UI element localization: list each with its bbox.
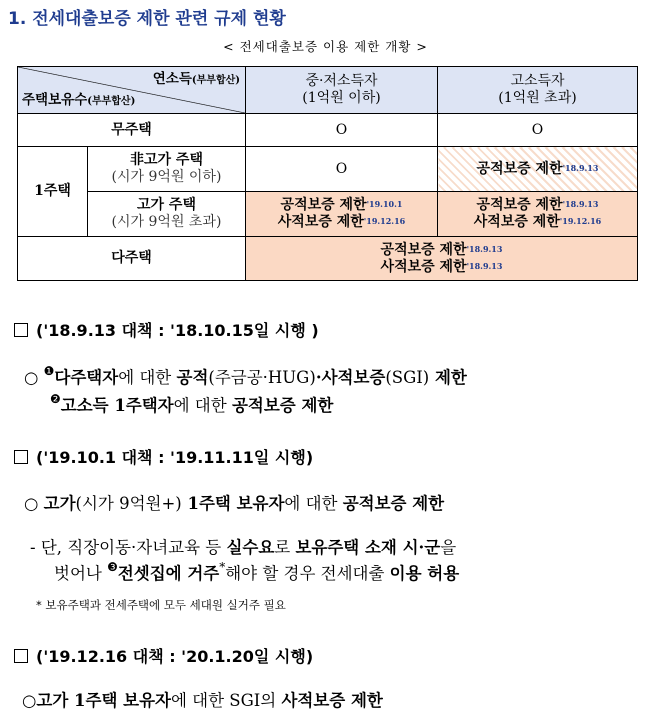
section1-item1-bold3: 사적보증 [321, 368, 386, 387]
row-no-home-high: O [438, 114, 638, 147]
section2-dash2-star: * [219, 560, 226, 574]
dash-bullet-icon: - [30, 538, 41, 557]
checkbox-square-icon [14, 450, 28, 464]
section2-heading-text: ('19.10.1 대책 : '19.11.11일 시행) [36, 448, 314, 467]
row-multi-label: 다주택 [18, 237, 246, 281]
checkbox-square-icon [14, 323, 28, 337]
row-one-home-label: 1주택 [18, 147, 88, 237]
row-multi-public-date: '18.9.13 [466, 243, 503, 254]
section1-item1-mid: 에 대한 [118, 368, 177, 387]
row-multi-public: 공적보증 제한 [380, 241, 467, 258]
section1-item1-mid2: · [315, 368, 322, 387]
row-high-low [246, 192, 438, 237]
header-income-label: 연소득 [152, 71, 192, 87]
header-high-income [438, 67, 638, 114]
section2-dash-d: 보유주택 소재 시·군 [295, 538, 441, 557]
table-caption: < 전세대출보증 이용 제한 개황 > [223, 39, 428, 54]
section1-item2-mid: 에 대한 [173, 396, 232, 415]
row-high-high-private: 사적보증 제한 [473, 214, 560, 230]
section2-dash2-c: 해야 할 경우 전세대출 [225, 564, 390, 583]
section2-dash-line2 [54, 560, 459, 584]
header-low-income-sub: (1억원 이하) [302, 90, 381, 106]
section1-item1-num: ❶ [43, 364, 55, 378]
row-multi-private-date: '18.9.13 [466, 260, 503, 271]
section2-note: * 보유주택과 전세주택에 모두 세대원 실거주 필요 [36, 598, 286, 612]
section3-item-end: 사적보증 제한 [281, 691, 383, 710]
section3-heading-text: ('19.12.16 대책 : '20.1.20일 시행) [36, 647, 314, 666]
section2-heading [14, 445, 313, 468]
circle-bullet-icon: ○ [24, 494, 44, 513]
section2-dash2-b: 전셋집에 거주 [117, 564, 220, 583]
row-nonhigh-low: O [246, 147, 438, 192]
section3-item-bold: 고가 1주택 보유자 [36, 691, 171, 710]
section1-item2-end: 공적보증 제한 [231, 396, 334, 415]
row-no-home-low: O [246, 114, 438, 147]
header-homes-note: (부부합산) [87, 96, 136, 107]
section2-item-end: 공적보증 제한 [342, 494, 445, 513]
section1-heading-text: ('18.9.13 대책 : '18.10.15일 시행 ) [36, 321, 319, 340]
section1-item1-end: 제한 [429, 368, 467, 387]
header-low-income-title: 중·저소득자 [305, 73, 378, 89]
section2-dash2-d: 이용 허용 [389, 564, 460, 583]
section1-item2-bold: 고소득 1주택자 [60, 396, 174, 415]
row-high-high [438, 192, 638, 237]
section2-item-paren: (시가 9억원+) [75, 494, 182, 513]
section2-item-mid: 에 대한 [284, 494, 343, 513]
section1-heading [14, 318, 319, 341]
section2-dash-b: 실수요 [226, 538, 275, 557]
row-high-sub: (시가 9억원 초과) [111, 214, 222, 230]
row-no-home-label: 무주택 [18, 114, 246, 147]
circle-bullet-icon: ○ [22, 691, 37, 710]
header-homes-label: 주택보유수 [22, 92, 88, 108]
row-high-low-public-date: '19.10.1 [366, 199, 403, 209]
header-income-note: (부부합산) [191, 75, 240, 86]
section1-item1-paren: (주금공·HUG) [208, 368, 316, 387]
section2-dash-c: 로 [274, 538, 296, 557]
restriction-table [17, 66, 638, 281]
section2-dash-a: 단, 직장이동·자녀교육 등 [40, 538, 227, 557]
row-nonhigh-sub: (시가 9억원 이하) [111, 169, 222, 185]
row-nonhigh-title: 非고가 주택 [130, 152, 203, 168]
section2-item-bold2: 1주택 보유자 [181, 494, 285, 513]
row-nonhigh-label [88, 147, 246, 192]
section1-item1-bold2: 공적 [176, 368, 209, 387]
row-high-high-public: 공적보증 제한 [476, 197, 563, 213]
row-high-low-public: 공적보증 제한 [280, 197, 367, 213]
header-diagonal-cell [18, 67, 246, 114]
section2-dash2-num: ❸ [107, 560, 118, 574]
section3-item [22, 687, 383, 711]
section2-dash2-a: 벗어나 [54, 564, 108, 583]
row-high-low-private-date: '19.12.16 [363, 216, 406, 226]
row-high-label [88, 192, 246, 237]
section1-item2 [50, 392, 333, 416]
section3-item-mid: 에 대한 SGI의 [170, 691, 282, 710]
circle-bullet-icon: ○ [24, 368, 44, 387]
section1-item1-paren2: (SGI) [385, 368, 430, 387]
section3-heading [14, 644, 313, 667]
section2-dash-line1 [30, 534, 456, 558]
row-nonhigh-high-date: '18.9.13 [562, 162, 599, 173]
header-high-income-title: 고소득자 [510, 73, 565, 89]
row-nonhigh-high [438, 147, 638, 192]
section1-item1-bold: 다주택자 [54, 368, 119, 387]
section2-item-bold: 고가 [43, 494, 76, 513]
row-high-high-private-date: '19.12.16 [559, 216, 602, 226]
row-high-title: 고가 주택 [137, 197, 196, 213]
row-high-high-public-date: '18.9.13 [562, 199, 599, 209]
section1-item1 [24, 364, 467, 388]
row-high-low-private: 사적보증 제한 [277, 214, 364, 230]
checkbox-square-icon [14, 649, 28, 663]
row-nonhigh-high-text: 공적보증 제한 [476, 160, 563, 177]
row-multi-private: 사적보증 제한 [380, 258, 467, 275]
header-low-income [246, 67, 438, 114]
header-high-income-sub: (1억원 초과) [498, 90, 577, 106]
page-title: 1. 전세대출보증 제한 관련 규제 현황 [8, 9, 286, 29]
section2-item [24, 490, 444, 514]
section1-item2-num: ❷ [50, 392, 61, 406]
row-multi-cell [246, 237, 638, 281]
section2-dash-e: 을 [440, 538, 457, 557]
